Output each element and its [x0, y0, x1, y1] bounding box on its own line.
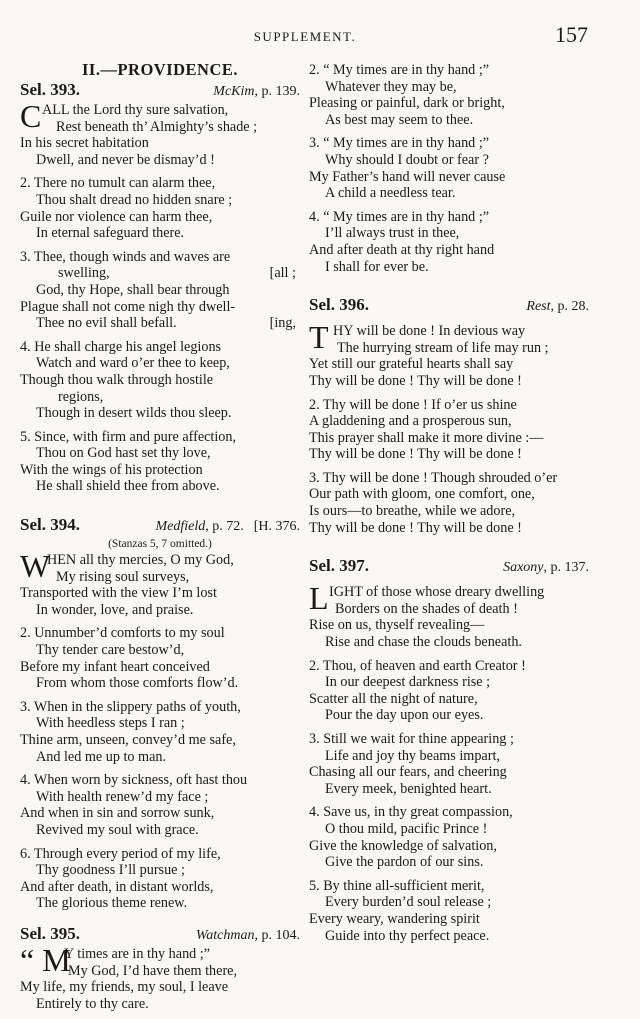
hymn-393: [20, 82, 300, 495]
verse-line: 2. Unnumber’d comforts to my soul: [20, 625, 225, 642]
tune-page: , p. 137.: [543, 560, 589, 576]
verse-line: My life, my friends, my soul, I leave: [20, 979, 229, 996]
verse-line: In wonder, love, and praise.: [36, 601, 194, 618]
page-header: [0, 22, 640, 50]
verse-line: 3. When in the slippery paths of youth,: [20, 698, 241, 715]
hymn-header: [309, 558, 589, 578]
verse-line: From whom those comforts flow’d.: [36, 675, 239, 692]
tune-reference: [155, 519, 243, 536]
hymn-header: [20, 517, 300, 537]
verse-line: God, thy Hope, shall bear through: [36, 281, 230, 298]
verse-line: 3. Thee, though winds and waves are: [20, 248, 231, 265]
tune-reference: [213, 84, 300, 101]
section-title: II.—PROVIDENCE.: [81, 60, 239, 79]
tune-name: Watchman: [195, 927, 255, 943]
verse-line: 3. Thy will be done ! Though shrouded o’er: [309, 469, 558, 486]
stanza-note: (Stanzas 5, 7 omitted.): [108, 538, 212, 551]
verse-text: ALL the Lord thy sure salvation,: [42, 102, 229, 118]
verse-line: Why should I doubt or fear ?: [325, 151, 489, 168]
verse-line: 4. Save us, in thy great compassion,: [309, 804, 513, 821]
verse-line: 2. There no tumult can alarm thee,: [20, 175, 216, 192]
stanza-5: [20, 429, 300, 495]
tune-reference: [526, 299, 589, 316]
verse-line: Guile nor violence can harm thee,: [20, 208, 213, 225]
verse-line: O thou mild, pacific Prince !: [325, 820, 488, 837]
verse-line: Every weary, wandering spirit: [309, 910, 480, 927]
verse-line: Plague shall not come nigh thy dwell-: [20, 298, 236, 315]
verse-line: I shall for ever be.: [325, 258, 429, 275]
tune-name: Medfield: [155, 519, 206, 535]
verse-line: The hurrying stream of life may run ;: [337, 339, 549, 356]
verse-line: As best may seem to thee.: [325, 111, 474, 128]
selection-number: Sel. 396.: [309, 295, 369, 315]
drop-cap: C: [20, 98, 42, 134]
verse-text: swelling,: [58, 265, 110, 282]
verse-line: Though in desert wilds thou sleep.: [36, 405, 232, 422]
verse-line: Dwell, and never be dismay’d !: [36, 151, 215, 168]
verse-line: With heedless steps I ran ;: [36, 715, 185, 732]
verse-line: With health renew’d my face ;: [36, 788, 209, 805]
turnover-fragment: [all ;: [269, 265, 296, 282]
tune-page: , p. 72.: [205, 519, 244, 535]
hymn-397: [309, 558, 589, 944]
verse-text: HY will be done ! In devious way: [333, 323, 526, 340]
verse-text: IGHT of those whose dreary dwelling: [329, 584, 545, 601]
tune-name: McKim: [213, 84, 255, 99]
left-column: [20, 62, 300, 1012]
stanza-3: [309, 731, 589, 797]
hymn-cross-reference: [H. 376.: [253, 519, 300, 535]
verse-line: Guide into thy perfect peace.: [325, 927, 490, 944]
verse-text: Y times are in thy hand ;”: [64, 945, 211, 962]
verse-line: Before my infant heart conceived: [20, 658, 210, 675]
verse-line: 3. Still we wait for thine appearing ;: [309, 731, 514, 747]
hymn-395-continued: [309, 62, 589, 275]
verse-line: Entirely to thy care.: [36, 995, 149, 1012]
stanza-2: [309, 397, 589, 463]
stanza-1: [309, 319, 589, 389]
verse-line: This prayer shall make it more divine :—: [309, 429, 544, 446]
verse-line: Though thou walk through hostile: [20, 371, 214, 388]
stanza-1: [20, 548, 300, 618]
stanza-4: [309, 804, 589, 870]
verse-text: Thee no evil shall befall.: [36, 315, 177, 332]
tune-name: Rest: [526, 299, 551, 315]
verse-line: 2. Thou, of heaven and earth Creator !: [309, 657, 526, 674]
verse-line: Is ours—to breathe, while we adore,: [309, 503, 516, 520]
verse-line: Every burden’d soul release ;: [325, 894, 492, 911]
stanza-3: [20, 699, 300, 765]
tune-page: , p. 28.: [550, 299, 589, 315]
stanza-2: [309, 62, 589, 128]
drop-cap: T: [309, 319, 329, 356]
verse-line: And after death, in distant worlds,: [20, 878, 214, 895]
stanza-4: [309, 209, 589, 275]
verse-line: My Father’s hand will never cause: [309, 168, 506, 185]
verse-line: Rest beneath th’ Almighty’s shade ;: [56, 118, 258, 135]
hymn-395: [20, 923, 300, 1012]
verse-line: Chasing all our fears, and cheering: [309, 764, 507, 781]
verse-line: He shall shield thee from above.: [36, 478, 220, 495]
tune-page: , p. 104.: [254, 927, 300, 943]
verse-line: Rise on us, thyself revealing—: [309, 617, 485, 634]
verse-line: Thy will be done ! Thy will be done !: [309, 372, 522, 389]
tune-name: Saxony: [503, 560, 544, 576]
right-column: [309, 62, 589, 944]
verse-line: 4. When worn by sickness, oft hast thou: [20, 772, 248, 789]
hymn-header: [309, 297, 589, 317]
verse-line: 2. “ My times are in thy hand ;”: [309, 62, 490, 78]
turnover-fragment: [ing,: [269, 315, 296, 332]
verse-text: HEN all thy mercies, O my God,: [47, 552, 234, 569]
verse-line: Thy tender care bestow’d,: [36, 642, 185, 659]
verse-line: Whatever they may be,: [325, 78, 457, 95]
hymn-394: [20, 517, 300, 912]
stanza-1: [20, 941, 300, 1012]
verse-line: With the wings of his protection: [20, 461, 203, 478]
verse-line: Life and joy thy beams impart,: [325, 747, 500, 764]
verse-line: [20, 265, 300, 282]
verse-line: regions,: [58, 388, 104, 405]
selection-number: Sel. 397.: [309, 556, 369, 576]
verse-line: 3. “ My times are in thy hand ;”: [309, 135, 490, 152]
verse-line: A child a needless tear.: [325, 185, 456, 202]
selection-number: Sel. 394.: [20, 515, 80, 535]
hymn-396: [309, 297, 589, 536]
verse-line: Thy will be done ! Thy will be done !: [309, 519, 522, 536]
verse-line: 2. Thy will be done ! If o’er us shine: [309, 396, 517, 413]
verse-line: My God, I’d have them there,: [68, 962, 238, 979]
verse-line: Give the pardon of our sins.: [325, 854, 484, 871]
verse-line: A gladdening and a prosperous sun,: [309, 413, 512, 430]
verse-line: [20, 315, 300, 332]
verse-line: Watch and ward o’er thee to keep,: [36, 355, 230, 372]
verse-line: In our deepest darkness rise ;: [325, 674, 491, 691]
stanza-1: [309, 580, 589, 651]
verse-line: In eternal safeguard there.: [36, 225, 185, 242]
drop-cap: W: [20, 548, 51, 585]
verse-line: 4. He shall charge his angel legions: [20, 338, 222, 355]
verse-line: Thy goodness I’ll pursue ;: [36, 862, 185, 879]
verse-line: Yet still our grateful hearts shall say: [309, 356, 514, 373]
verse-line: Pleasing or painful, dark or bright,: [309, 95, 505, 112]
verse-line: Our path with gloom, one comfort, one,: [309, 486, 535, 503]
stanza-5: [309, 878, 589, 944]
verse-line: Thou on God hast set thy love,: [36, 445, 211, 462]
verse-line: And led me up to man.: [36, 748, 167, 765]
stanza-2: [20, 625, 300, 691]
verse-line: Transported with the view I’m lost: [20, 585, 217, 602]
stanza-3: [20, 249, 300, 332]
stanza-2: [20, 175, 300, 241]
verse-line: 5. Since, with firm and pure affection,: [20, 428, 237, 445]
verse-line: Revived my soul with grace.: [36, 821, 199, 838]
verse-line: Borders on the shades of death !: [335, 600, 518, 617]
verse-line: Give the knowledge of salvation,: [309, 837, 497, 854]
verse-line: Pour the day upon our eyes.: [325, 707, 484, 724]
stanza-4: [20, 772, 300, 838]
stanza-6: [20, 846, 300, 912]
stanza-3: [309, 470, 589, 536]
stanza-2: [309, 658, 589, 724]
stanza-1: [20, 98, 300, 168]
verse-line: The glorious theme renew.: [36, 895, 188, 912]
tune-reference: [196, 928, 300, 945]
page-number: 157: [555, 22, 588, 47]
verse-line: Thy will be done ! Thy will be done !: [309, 446, 522, 463]
verse-line: 4. “ My times are in thy hand ;”: [309, 208, 490, 225]
stanza-3: [309, 135, 589, 201]
verse-line: Rise and chase the clouds beneath.: [325, 634, 522, 651]
verse-line: Thou shalt dread no hidden snare ;: [36, 191, 233, 208]
stanza-4: [20, 339, 300, 422]
verse-line: Every meek, benighted heart.: [325, 780, 492, 797]
running-head: SUPPLEMENT.: [253, 29, 357, 44]
verse-line: 5. By thine all-sufficient merit,: [309, 877, 485, 894]
hymn-header: [20, 82, 300, 102]
verse-line: In his secret habitation: [20, 135, 149, 152]
drop-cap: L: [309, 580, 329, 617]
drop-cap: “ M: [20, 941, 71, 978]
selection-number: Sel. 395.: [20, 923, 80, 943]
verse-line: And when in sin and sorrow sunk,: [20, 805, 215, 822]
verse-line: I’ll always trust in thee,: [325, 225, 460, 242]
verse-line: And after death at thy right hand: [309, 241, 495, 258]
selection-number: Sel. 393.: [20, 80, 80, 99]
verse-line: 6. Through every period of my life,: [20, 845, 221, 862]
tune-reference: [503, 560, 589, 577]
verse-line: My rising soul surveys,: [56, 568, 190, 585]
tune-page: , p. 139.: [254, 84, 300, 99]
verse-line: Thine arm, unseen, convey’d me safe,: [20, 732, 236, 748]
verse-line: Scatter all the night of nature,: [309, 690, 478, 707]
